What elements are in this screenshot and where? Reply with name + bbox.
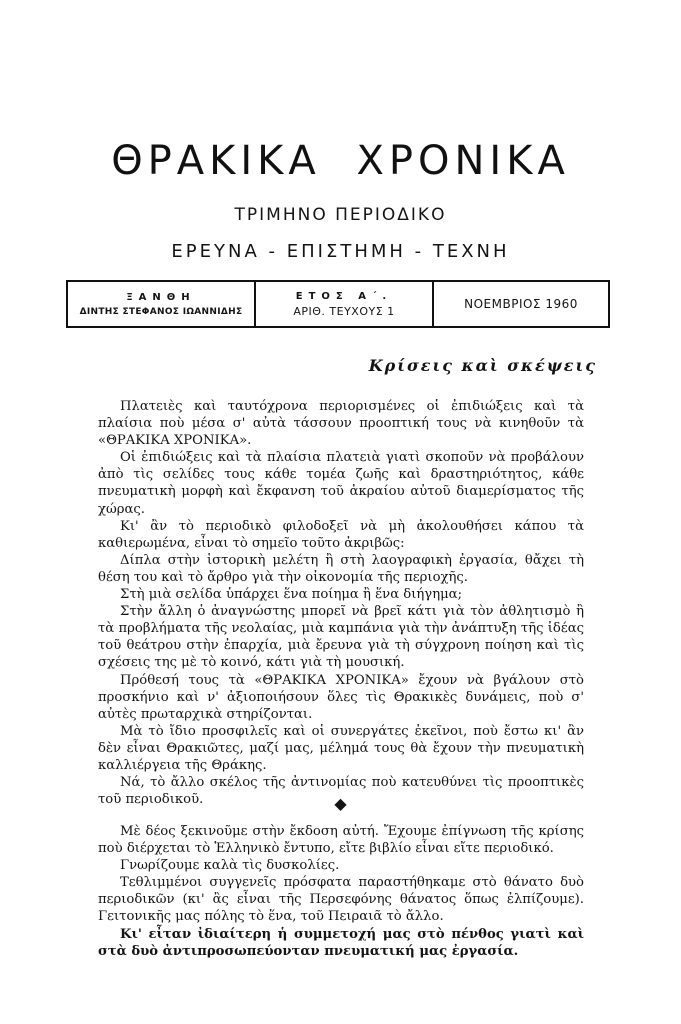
paragraph: Τεθλιμμένοι συγγενεῖς πρόσφατα παραστήθηκαμε στὸ θάνατο δυὸ περιοδικῶν (κι' ἂς εἶναι τῆς Περσεφόνης θάνατος ὅπως ἐλπίζουμε). Γειτονικῆς μας πόλης τὸ ἕνα, τοῦ Πειραιᾶ τὸ ἄλλο.	[98, 875, 584, 925]
issue-cell	[256, 282, 434, 326]
journal-subtitle: ΤΡΙΜΗΝΟ ΠΕΡΙΟΔΙΚΟ	[234, 205, 447, 225]
paragraph: Μὰ τὸ ἴδιο προσφιλεῖς καὶ οἱ συνεργάτες ἐκεῖνοι, ποὺ ἔστω κι' ἂν δὲν εἶναι Θρακιῶτες, μαζί μας, μέλημά τους θὰ ἔχουν τὴν πνευματικὴ καλλιέργεια τῆς Θράκης.	[98, 723, 584, 773]
city-label: ΞΑΝΘΗ	[126, 291, 196, 303]
paragraph: Νά, τὸ ἄλλο σκέλος τῆς ἀντινομίας ποὺ κατευθύνει τὶς προοπτικὲς τοῦ περιοδικοῦ.	[98, 775, 584, 808]
paragraph: Πλατειὲς καὶ ταυτόχρονα περιορισμένες οἱ ἐπιδιώξεις καὶ τὰ πλαίσια ποὺ μέσα σ' αὐτὰ τάσσουν προοπτική τους νὰ κινηθοῦν τὰ «ΘΡΑΚΙΚΑ ΧΡΟΝΙΚΑ».	[98, 399, 584, 449]
director-label: ΔΙΝΤΗΣ ΣΤΕΦΑΝΟΣ ΙΩΑΝΝΙΔΗΣ	[79, 306, 243, 317]
paragraph: Γνωρίζουμε καλὰ τὶς δυσκολίες.	[120, 858, 340, 874]
paragraph: Στὴν ἄλλη ὁ ἀναγνώστης μπορεῖ νὰ βρεῖ κάτι γιὰ τὸν ἀθλητισμὸ ἢ τὰ προβλήματα τῆς νεολαίας, μιὰ καμπάνια γιὰ τὴν ἀνάπτυξη τῆς ἰδέας τοῦ θεάτρου στὴν ἐπαρχία, μιὰ ἔρευνα γιὰ τὴ σύγχρονη ποίηση καὶ τὶς σχέσεις της μὲ τὸ κοινό, κάτι γιὰ τὴ μουσική.	[98, 604, 584, 671]
date-cell	[434, 282, 608, 326]
year-label: ΕΤΟΣ Α΄.	[295, 290, 393, 302]
issue-info-box	[66, 280, 610, 328]
issue-date: ΝΟΕΜΒΡΙΟΣ 1960	[464, 297, 578, 311]
article-body	[98, 398, 584, 808]
paragraph: Πρόθεσή τους τὰ «ΘΡΑΚΙΚΑ ΧΡΟΝΙΚΑ» ἔχουν νὰ βγάλουν στὸ προσκήνιο καὶ ν' ἀξιοποιήσουν ὅλες τὶς Θρακικὲς δυνάμεις, ποὺ σ' αὐτὲς πρωταρχικὰ στηρίζονται.	[98, 672, 584, 722]
paragraph: Μὲ δέος ξεκινοῦμε στὴν ἔκδοση αὐτή. Ἔχουμε ἐπίγνωση τῆς κρίσης ποὺ διέρχεται τὸ Ἑλληνικὸ ἔντυπο, εἴτε βιβλίο εἶναι εἴτε περιοδικό.	[98, 824, 584, 857]
journal-tagline: ΕΡΕΥΝΑ - ΕΠΙΣΤΗΜΗ - ΤΕΧΝΗ	[171, 241, 510, 262]
paragraph: Κι' ἂν τὸ περιοδικὸ φιλοδοξεῖ νὰ μὴ ἀκολουθήσει κάπου τὰ καθιερωμένα, εἶναι τὸ σημεῖο τοῦτο ἀκριβῶς:	[98, 518, 584, 551]
paragraph: Δίπλα στὴν ἱστορικὴ μελέτη ἢ στὴ λαογραφικὴ ἐργασία, θἄχει τὴ θέση του καὶ τὸ ἄρθρο γιὰ τὴν οἰκονομία τῆς περιοχῆς.	[98, 552, 584, 585]
section-title: Κρίσεις καὶ σκέψεις	[368, 356, 597, 375]
article-body-continued	[98, 823, 584, 960]
diamond-divider-icon: ◆	[334, 794, 347, 813]
paragraph: Κι' εἶταν ἰδιαίτερη ἡ συμμετοχή μας στὸ πένθος γιατὶ καὶ στὰ δυὸ ἀντιπροσωπεύονταν πνευματική μας ἐργασία.	[98, 926, 584, 959]
journal-title: ΘΡΑΚΙΚΑ ΧΡΟΝΙΚΑ	[111, 138, 570, 184]
paragraph: Οἱ ἐπιδιώξεις καὶ τὰ πλαίσια πλατειὰ γιατὶ σκοποῦν νὰ προβάλουν ἀπὸ τὶς σελίδες τους κάθε τομέα ζωῆς καὶ δραστηριότητος, κάθε πνευματικὴ μορφὴ καὶ ἔκφανση τοῦ ἀκραίου αὐτοῦ διαμερίσματος τῆς χώρας.	[98, 450, 584, 517]
issue-number-label: ΑΡΙΘ. ΤΕΥΧΟΥΣ 1	[293, 304, 395, 318]
publisher-cell	[68, 282, 256, 326]
paragraph: Στὴ μιὰ σελίδα ὑπάρχει ἕνα ποίημα ἢ ἕνα διήγημα;	[120, 587, 463, 603]
